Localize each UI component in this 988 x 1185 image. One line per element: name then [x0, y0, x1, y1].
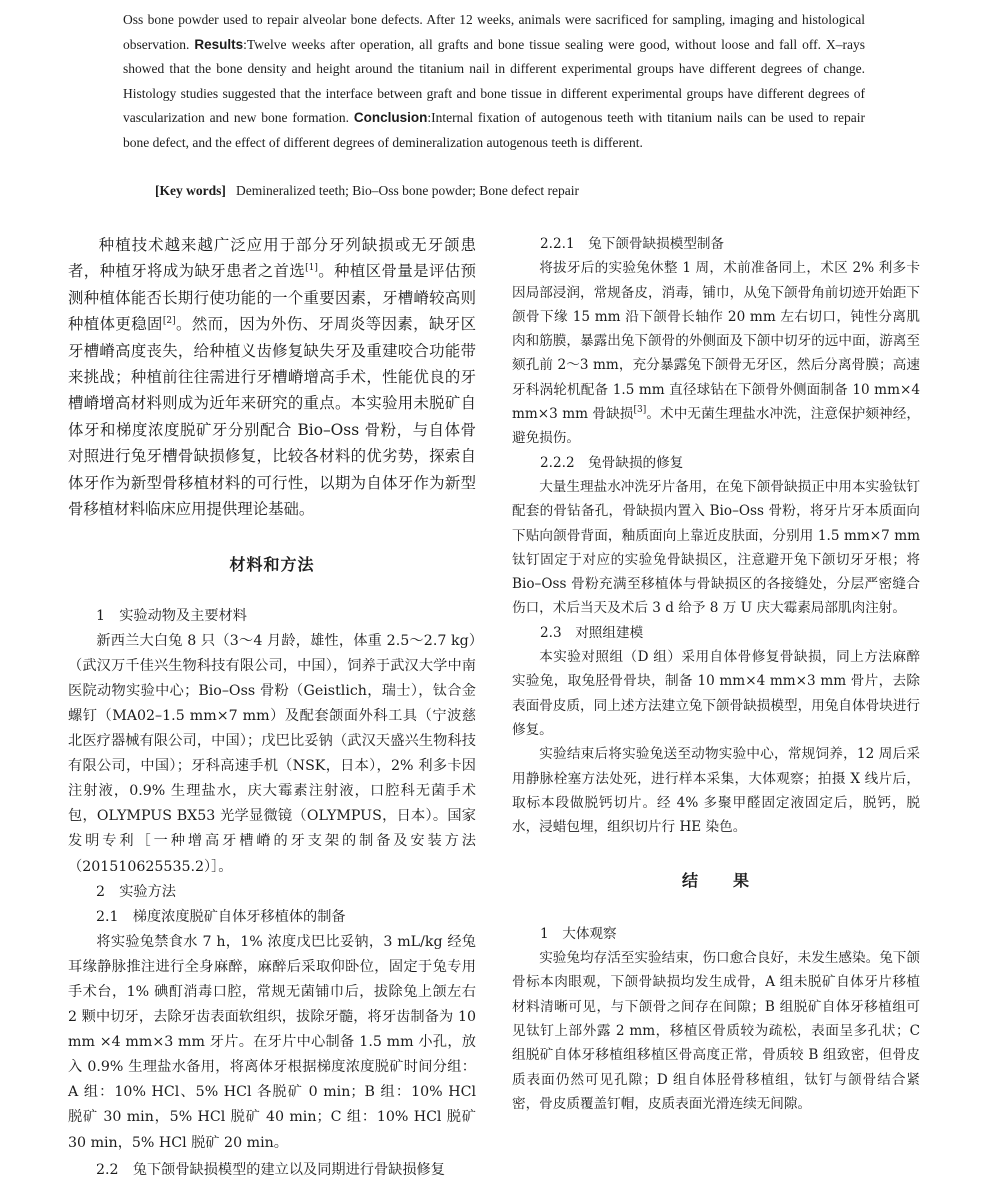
results-label: Results — [194, 36, 244, 52]
abstract-methods-tail: Oss bone powder used to repair alveolar bone defects. After 12 weeks, animals were sacrificed for sampling, imaging and histological observation. — [123, 12, 865, 52]
model-paragraph — [512, 256, 920, 450]
heading-2: 2 实验方法 — [96, 883, 176, 900]
materials-paragraph: 新西兰大白兔 8 只（3～4 月龄，雄性，体重 2.5～2.7 kg）（武汉万千佳兴生物科技有限公司，中国），饲养于武汉大学中南医院动物实验中心；Bio–Oss 骨粉（Geistlich，瑞士），钛合金螺钉（MA02–1.5 mm×7 mm）及配套颌面外科工具（宁波慈北医疗器械有限公司，中国）；戊巴比妥钠（武汉天盛兴生物科技有限公司，中国）；牙科高速手机（NSK，日本），2% 利多卡因注射液，0.9% 生理盐水，庆大霉素注射液，口腔科无菌手术包，OLYMPUS BX53 光学显微镜（OLYMPUS，日本）。国家发明专利［一种增高牙槽嵴的牙支架的制备及安装方法（201510625535.2）］。 — [68, 632, 476, 875]
left-column — [68, 232, 476, 1183]
citation-1: [1] — [305, 263, 318, 274]
section-title-results: 结 果 — [681, 871, 750, 891]
heading-2-2-2: 2.2.2 兔骨缺损的修复 — [540, 454, 684, 471]
results-text: :Twelve weeks after operation, all grafts and bone tissue sealing were good, without loose and fall off. X–rays showed that the bone density and height around the titanium nail in different experimental groups have different degrees of change. Histology studies suggested that the interface between graft and bone tissue in different experimental groups have different degrees of vascularization and new bone formation. — [123, 36, 866, 126]
intro-text-2: 。种植区骨量是评估预测种植体能否长期行使功能的一个重要因素，牙槽嵴较高则种植体更稳固 — [68, 262, 476, 334]
heading-2-2-1: 2.2.1 兔下颌骨缺损模型制备 — [540, 236, 725, 252]
intro-text-1: 种植技术越来越广泛应用于部分牙列缺损或无牙颌患者，种植牙将成为缺牙患者之首选 — [68, 236, 476, 281]
citation-3: [3] — [633, 405, 647, 416]
conclusion-text: :Internal fixation of autogenous teeth with titanium nails can be used to repair bone defect, and the effect of different degrees of demineralization autogenous teeth is different. — [123, 110, 865, 150]
keywords-text: Demineralized teeth; Bio–Oss bone powder; Bone defect repair — [236, 183, 580, 198]
model-text-2: 。术中无菌生理盐水冲洗，注意保护颏神经，避免损伤。 — [512, 406, 920, 447]
heading-2-2: 2.2 兔下颌骨缺损模型的建立以及同期进行骨缺损修复 — [96, 1161, 445, 1178]
english-abstract — [123, 8, 865, 156]
section-title-methods: 材料和方法 — [229, 555, 315, 575]
keywords — [155, 183, 579, 199]
introduction-paragraph — [68, 232, 476, 522]
heading-1: 1 实验动物及主要材料 — [96, 607, 247, 624]
control-paragraph: 本实验对照组（D 组）采用自体骨修复骨缺损，同上方法麻醉实验兔，取兔胫骨骨块，制备 10 mm×4 mm×3 mm 骨片，去除表面骨皮质，同上述方法建立兔下颌骨缺损模型，用兔自体骨块进行修复。 — [512, 649, 920, 738]
right-column — [512, 232, 920, 1116]
citation-2: [2] — [162, 316, 176, 327]
conclusion-label: Conclusion — [353, 110, 428, 126]
sampling-paragraph: 实验结束后将实验兔送至动物实验中心，常规饲养，12 周后采用静脉栓塞方法处死，进行样本采集，大体观察；拍摄 X 线片后，取标本段做脱钙切片。经 4% 多聚甲醛固定液固定后，脱钙，脱水，浸蜡包埋，组织切片行 HE 染色。 — [512, 746, 920, 836]
model-text-1: 将拔牙后的实验兔休整 1 周，术前准备同上，术区 2% 利多卡因局部浸润，常规备皮，消毒，铺巾，从兔下颌骨角前切迹开始距下颌骨下缘 15 mm 沿下颌骨长轴作 20 mm 左右切口，钝性分离肌肉和筋膜，暴露出兔下颌骨的外侧面及下颌中切牙的远中面，游离至颏孔前 2～3 mm，充分暴露兔下颌骨无牙区，然后分离骨膜；高速牙科涡轮机配备 1.5 mm 直径球钻在下颌骨外侧面制备 10 mm×4 mm×3 mm 骨缺损 — [512, 260, 920, 423]
heading-2-3: 2.3 对照组建模 — [540, 624, 644, 641]
gross-observation-paragraph: 实验兔均存活至实验结束，伤口愈合良好，未发生感染。兔下颌骨标本肉眼观，下颌骨缺损均发生成骨，A 组未脱矿自体牙片移植材料清晰可见，与下颌骨之间存在间隙；B 组脱矿自体牙移植组可见钛钉上部外露 2 mm，移植区骨质较为疏松，表面呈多孔状；C 组脱矿自体牙移植组移植区骨高度正常，骨质较 B 组致密，但骨皮质表面仍然可见孔隙；D 组自体胫骨移植组，钛钉与颌骨结合紧密，骨皮质覆盖钉帽，皮质表面光滑连续无间隙。 — [512, 950, 920, 1112]
intro-text-3: 。然而，因为外伤、牙周炎等因素，缺牙区牙槽嵴高度丧失，给种植义齿修复缺失牙及重建咬合功能带来挑战；种植前往往需进行牙槽嵴增高手术，性能优良的牙槽嵴增高材料则成为近年来研究的重点。本实验用未脱矿自体牙和梯度浓度脱矿牙分别配合 Bio–Oss 骨粉，与自体骨对照进行兔牙槽骨缺损修复，比较各材料的优劣势，探索自体牙作为新型骨移植材料的可行性，以期为自体牙作为新型骨移植材料临床应用提供理论基础。 — [68, 315, 476, 519]
keywords-label: [Key words] — [155, 183, 226, 198]
preparation-paragraph: 将实验兔禁食水 7 h，1% 浓度戊巴比妥钠，3 mL/kg 经兔耳缘静脉推注进行全身麻醉，麻醉后采取仰卧位，固定于兔专用手术台，1% 碘酊消毒口腔，常规无菌铺巾后，拔除兔上颌左右 2 颗中切牙，去除牙齿表面软组织，拔除牙髓，将牙齿制备为 10 mm ×4 mm×3 mm 牙片。在牙片中心制备 1.5 mm 小孔，放入 0.9% 生理盐水备用，将离体牙根据梯度浓度脱矿时间分组：A 组：10% HCl、5% HCl 各脱矿 0 min；B 组：10% HCl 脱矿 30 min，5% HCl 脱矿 40 min；C 组：10% HCl 脱矿 30 min，5% HCl 脱矿 20 min。 — [68, 933, 476, 1151]
heading-results-1: 1 大体观察 — [540, 925, 617, 942]
repair-paragraph: 大量生理盐水冲洗牙片备用，在兔下颌骨缺损正中用本实验钛钉配套的骨钻备孔，骨缺损内置入 Bio–Oss 骨粉，将牙片牙本质面向下贴向颌骨背面，釉质面向上靠近皮肤面，分别用 1.5 mm×7 mm 钛钉固定于对应的实验兔骨缺损区，注意避开兔下颌切牙牙根；将 Bio–Oss 骨粉充满至移植体与骨缺损区的各接缝处，分层严密缝合伤口，术后当天及术后 3 d 给予 8 万 U 庆大霉素局部肌肉注射。 — [512, 478, 920, 617]
heading-2-1: 2.1 梯度浓度脱矿自体牙移植体的制备 — [96, 908, 346, 925]
